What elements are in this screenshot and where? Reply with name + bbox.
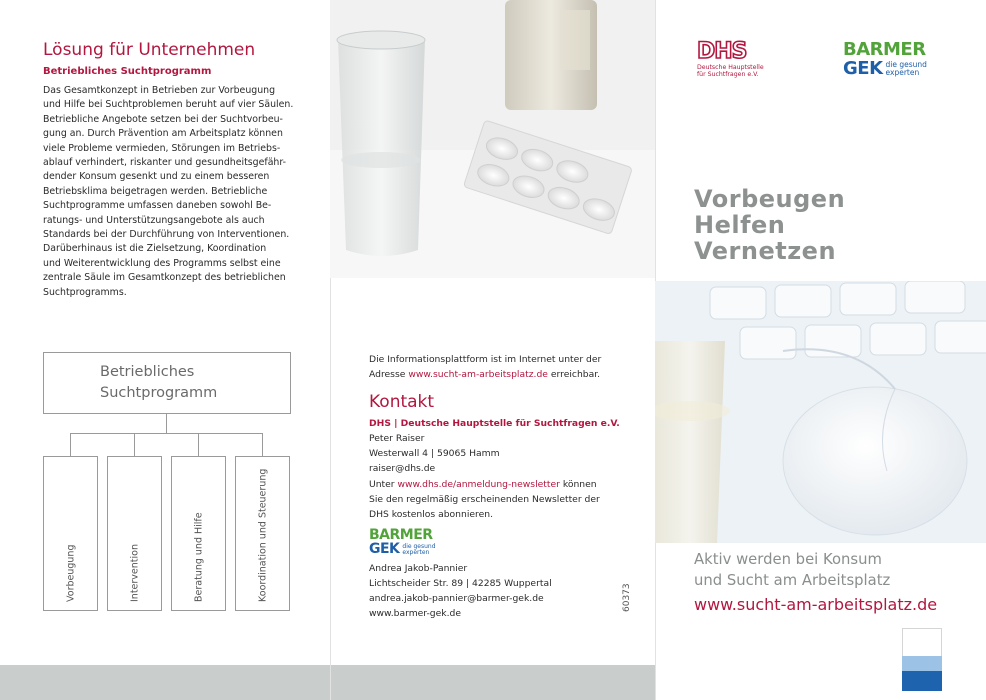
gek-tagline-line: experten: [885, 67, 920, 77]
diagram-pillar: [171, 456, 226, 611]
color-bar-light-blue: [902, 656, 942, 671]
intro-text: [369, 352, 629, 382]
gek-tagline-line: die gesund: [402, 542, 436, 550]
paragraph-line: Standards bei der Durchführung von Interventionen.: [43, 229, 290, 241]
paragraph-line: ratungs- und Unterstützungsangebote als auch: [43, 214, 265, 226]
platform-link[interactable]: www.sucht-am-arbeitsplatz.de: [408, 369, 548, 380]
dhs-org-name: DHS | Deutsche Hauptstelle für Suchtfragen e.V.: [369, 418, 620, 429]
paragraph-line: Betriebliche Angebote setzen bei der Suchtvorbeu-: [43, 113, 283, 125]
contact-address: Westerwall 4 | 59065 Hamm: [369, 448, 500, 459]
color-bar-dark-blue: [902, 671, 942, 691]
paragraph-line: Das Gesamtkonzept in Betrieben zur Vorbeugung: [43, 85, 276, 96]
newsletter-link[interactable]: www.dhs.de/anmeldung-newsletter: [397, 479, 560, 490]
newsletter-text: [369, 477, 629, 522]
dhs-contact: [369, 416, 629, 476]
diagram-top-line: Suchtprogramm: [100, 385, 218, 401]
dhs-logo-line: Deutsche Hauptstelle: [697, 64, 764, 71]
slogan-line: und Sucht am Arbeitsplatz: [694, 572, 891, 589]
contact-email[interactable]: andrea.jakob-pannier@barmer-gek.de: [369, 593, 544, 604]
newsletter-prefix: Unter: [369, 479, 398, 490]
gek-tagline-line: experten: [402, 548, 430, 556]
photo-keyboard-mouse: [655, 281, 986, 543]
body-paragraph: [43, 84, 311, 300]
barmer-contact: [369, 561, 629, 621]
dhs-wordmark: DHS: [697, 39, 747, 64]
paragraph-line: ablauf verhindert, riskanter und gesundheitsgefähr-: [43, 157, 287, 169]
section-title: Lösung für Unternehmen: [43, 40, 256, 60]
order-code: 60373: [622, 583, 632, 612]
headline-line: Vorbeugen: [694, 185, 846, 213]
newsletter-line: [369, 477, 629, 492]
diagram-connector: [70, 433, 71, 456]
diagram-connector: [198, 433, 199, 456]
slogan-line: Aktiv werden bei Konsum: [694, 551, 882, 568]
gek-tagline-line: die gesund: [885, 60, 927, 69]
intro-line: Die Informationsplattform ist im Internet unter der: [369, 354, 602, 365]
footer-band-middle: [330, 665, 655, 700]
contact-name: Andrea Jakob-Pannier: [369, 563, 468, 574]
dhs-logo: [697, 40, 767, 84]
cover-url[interactable]: www.sucht-am-arbeitsplatz.de: [694, 595, 938, 614]
pillar-label: Vorbeugung: [65, 544, 76, 602]
cover-slogan: [694, 549, 890, 591]
gek-row: [369, 542, 436, 557]
pillar-label: Beratung und Hilfe: [193, 512, 204, 602]
color-bar-white: [902, 628, 942, 656]
gek-tagline: [886, 61, 927, 76]
color-bar-mark: [902, 628, 942, 691]
paragraph-line: und Weiterentwicklung des Programms selbst eine: [43, 257, 281, 269]
contact-email[interactable]: raiser@dhs.de: [369, 463, 436, 474]
contact-website[interactable]: www.barmer-gek.de: [369, 608, 462, 619]
diagram-connector: [262, 433, 263, 456]
barmer-gek-logo-small: [369, 528, 436, 557]
diagram-top-label: [100, 362, 280, 404]
barmer-gek-logo: [843, 40, 927, 78]
paragraph-line: dender Konsum gesenkt und zu einem besseren: [43, 171, 270, 183]
photo-illustration: [655, 281, 986, 543]
dhs-logo-line: für Suchtfragen e.V.: [697, 71, 759, 78]
newsletter-line: DHS kostenlos abonnieren.: [369, 509, 493, 520]
paragraph-line: und Hilfe bei Suchtproblemen beruht auf vier Säulen.: [43, 99, 294, 111]
paragraph-line: Suchtprogramms.: [43, 286, 127, 298]
gek-wordmark: GEK: [843, 58, 883, 79]
diagram-top-box: [43, 352, 291, 414]
paragraph-line: viele Probleme vermieden, Störungen im Betriebs-: [43, 142, 281, 154]
intro-suffix: erreichbar.: [547, 369, 601, 380]
newsletter-suffix: können: [559, 479, 597, 490]
diagram-connector: [166, 414, 167, 433]
contact-title: Kontakt: [369, 392, 435, 412]
diagram-connector: [70, 433, 263, 434]
diagram-pillar: [43, 456, 98, 611]
diagram-pillar: [235, 456, 290, 611]
contact-address: Lichtscheider Str. 89 | 42285 Wuppertal: [369, 578, 552, 589]
intro-prefix: Adresse: [369, 369, 409, 380]
newsletter-line: Sie den regelmäßig erscheinenden Newsletter der: [369, 494, 600, 505]
pillar-label: Koordination und Steuerung: [257, 468, 268, 602]
photo-illustration: [330, 0, 655, 278]
paragraph-line: gung an. Durch Prävention am Arbeitsplatz können: [43, 128, 283, 140]
headline-line: Vernetzen: [694, 237, 837, 265]
cover-headline: [694, 186, 845, 264]
pillar-label: Intervention: [129, 544, 140, 602]
diagram-connector: [134, 433, 135, 456]
paragraph-line: Betriebsklima beigetragen werden. Betriebliche: [43, 185, 268, 197]
gek-wordmark: GEK: [369, 541, 400, 557]
contact-name: Peter Raiser: [369, 433, 425, 444]
barmer-wordmark: BARMER: [843, 39, 926, 60]
paragraph-line: Suchtprogramme umfassen daneben sowohl Be-: [43, 200, 272, 212]
photo-glass-and-pills: [330, 0, 655, 278]
barmer-wordmark: BARMER: [369, 527, 433, 543]
section-subtitle: Betriebliches Suchtprogramm: [43, 66, 212, 77]
headline-line: Helfen: [694, 211, 786, 239]
paragraph-line: Darüberhinaus ist die Zielsetzung, Koordination: [43, 243, 267, 255]
paragraph-line: zentrale Säule im Gesamtkonzept des betrieblichen: [43, 272, 286, 284]
gek-row: [843, 59, 927, 78]
diagram-top-line: Betriebliches: [100, 364, 195, 380]
footer-band-left: [0, 665, 330, 700]
diagram-pillar: [107, 456, 162, 611]
gek-tagline: [402, 544, 435, 556]
intro-line: [369, 367, 629, 382]
